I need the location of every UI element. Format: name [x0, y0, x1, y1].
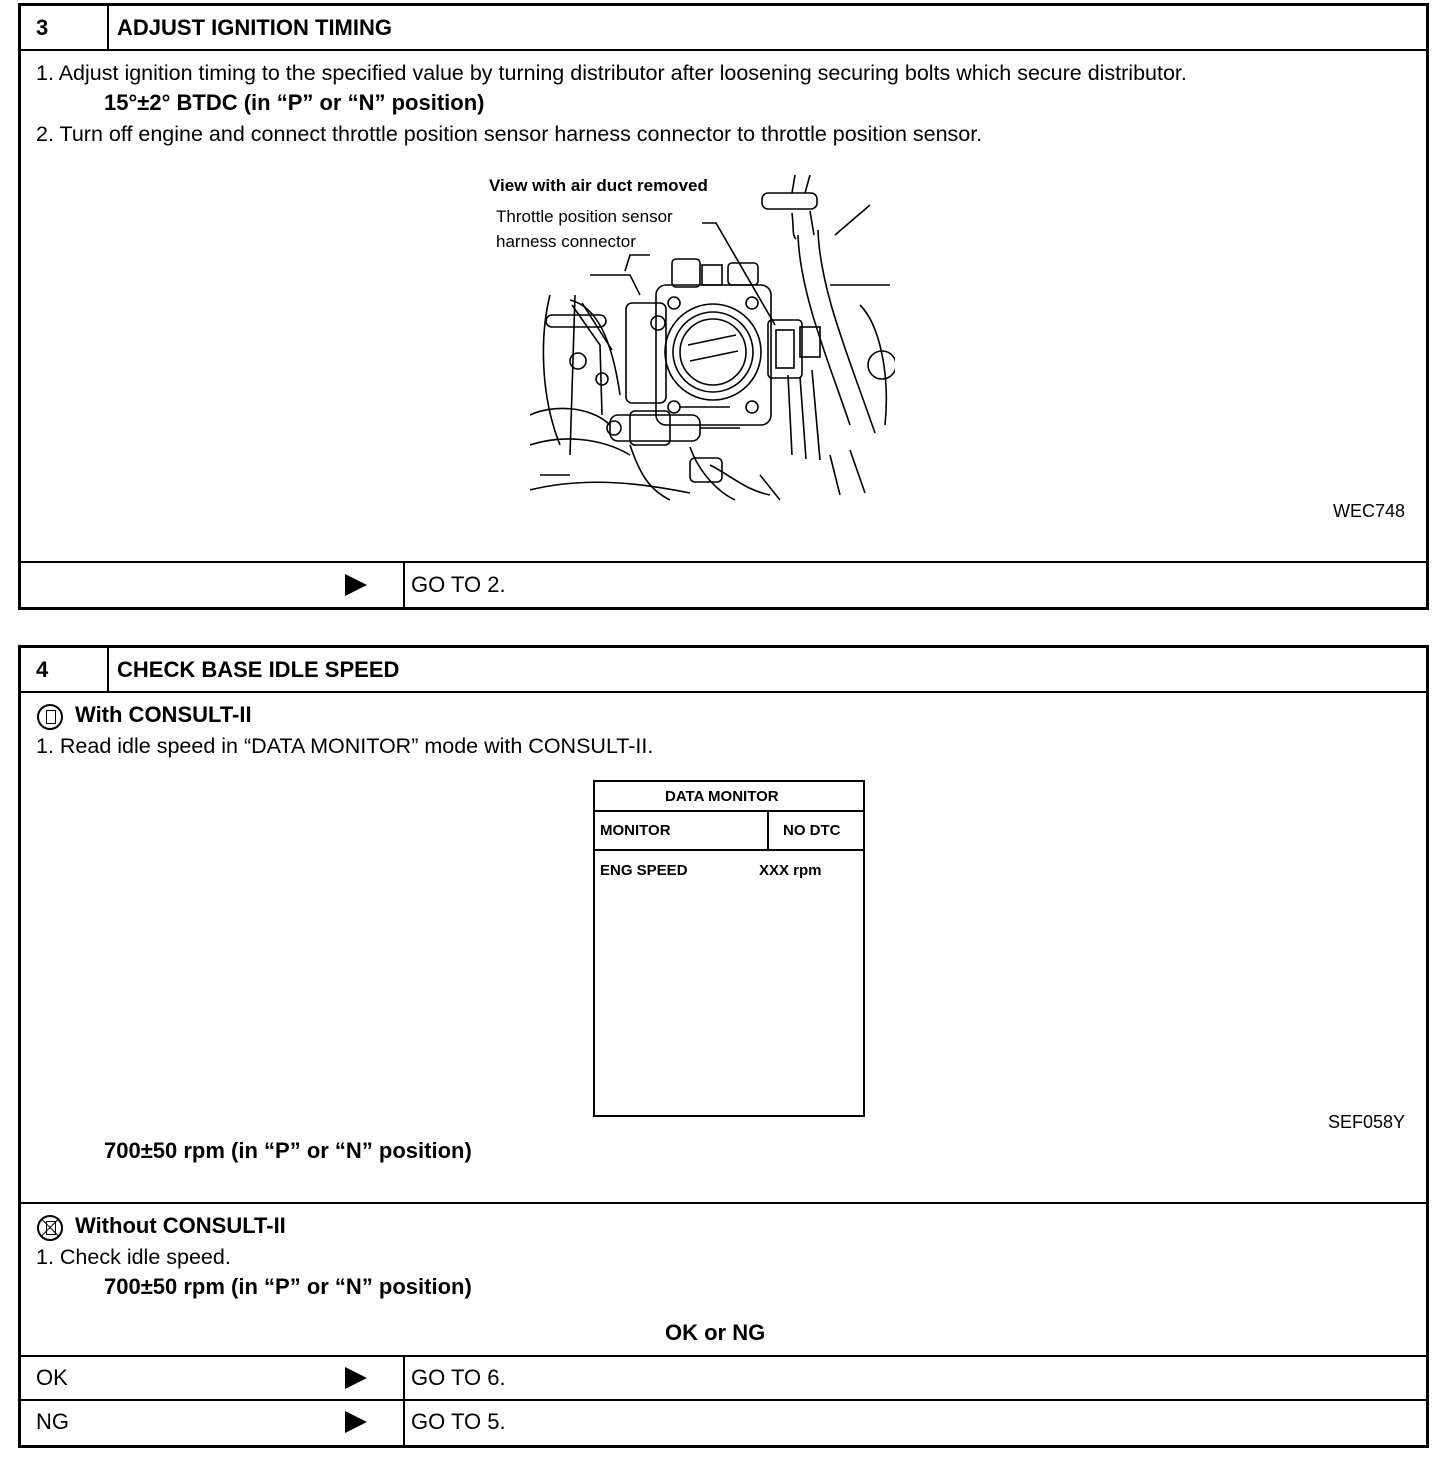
data-monitor-title: DATA MONITOR — [665, 788, 779, 805]
data-monitor-title-divider — [595, 810, 863, 812]
result-ok-divider — [21, 1355, 1426, 1357]
data-monitor-header-divider — [595, 849, 863, 851]
figure-code-sef058y: SEF058Y — [1328, 1112, 1406, 1132]
consult-tester-icon — [37, 704, 63, 730]
arrow-right-icon — [345, 1367, 367, 1389]
data-monitor-col-monitor: MONITOR — [600, 822, 671, 839]
result-column-divider — [403, 1356, 405, 1445]
with-consult-heading: With CONSULT-II — [75, 702, 252, 727]
with-consult-spec: 700±50 rpm (in “P” or “N” position) — [104, 1138, 472, 1163]
step-4-number: 4 — [36, 657, 49, 682]
step-4-title: CHECK BASE IDLE SPEED — [117, 657, 400, 682]
arrow-right-icon — [345, 1411, 367, 1433]
step-3-goto-divider — [21, 561, 1426, 563]
step-4-number-divider — [107, 648, 109, 692]
result-ok-goto[interactable]: GO TO 6. — [411, 1365, 506, 1390]
data-monitor-column-divider — [767, 811, 769, 849]
figure-callout-line-1: Throttle position sensor — [496, 207, 673, 226]
data-monitor-row-label: ENG SPEED — [600, 862, 688, 879]
step-3-title: ADJUST IGNITION TIMING — [117, 15, 392, 40]
without-consult-instruction: 1. Check idle speed. — [36, 1245, 231, 1269]
data-monitor-row-value: XXX rpm — [759, 862, 822, 879]
figure-code-wec748: WEC748 — [1333, 501, 1406, 521]
figure-caption: View with air duct removed — [489, 176, 708, 195]
step-4-header-divider — [21, 691, 1426, 693]
step-3-instruction-1: 1. Adjust ignition timing to the specified value by turning distributor after loosening securing bolts which secure distributor. — [36, 61, 1187, 85]
result-ng-goto[interactable]: GO TO 5. — [411, 1409, 506, 1434]
with-consult-instruction: 1. Read idle speed in “DATA MONITOR” mode with CONSULT-II. — [36, 734, 654, 758]
result-ng-divider — [21, 1399, 1426, 1401]
step-3-goto[interactable]: GO TO 2. — [411, 572, 506, 597]
no-consult-icon — [37, 1215, 63, 1241]
step-4-mid-divider — [21, 1202, 1426, 1204]
arrow-right-icon — [345, 574, 367, 596]
step-3-spec: 15°±2° BTDC (in “P” or “N” position) — [104, 90, 485, 115]
without-consult-heading: Without CONSULT-II — [75, 1213, 286, 1238]
step-3-instruction-2: 2. Turn off engine and connect throttle position sensor harness connector to throttle position sensor. — [36, 122, 983, 146]
result-ng-label: NG — [36, 1409, 69, 1434]
result-label: OK or NG — [665, 1320, 766, 1345]
step-3-goto-column-divider — [403, 562, 405, 607]
data-monitor-col-status: NO DTC — [783, 822, 841, 839]
throttle-body-illustration — [530, 175, 895, 505]
result-ok-label: OK — [36, 1365, 68, 1390]
figure-callout-line-2: harness connector — [496, 232, 636, 251]
step-3-number-divider — [107, 6, 109, 50]
step-3-number: 3 — [36, 15, 49, 40]
step-3-header-divider — [21, 49, 1426, 51]
without-consult-spec: 700±50 rpm (in “P” or “N” position) — [104, 1274, 472, 1299]
